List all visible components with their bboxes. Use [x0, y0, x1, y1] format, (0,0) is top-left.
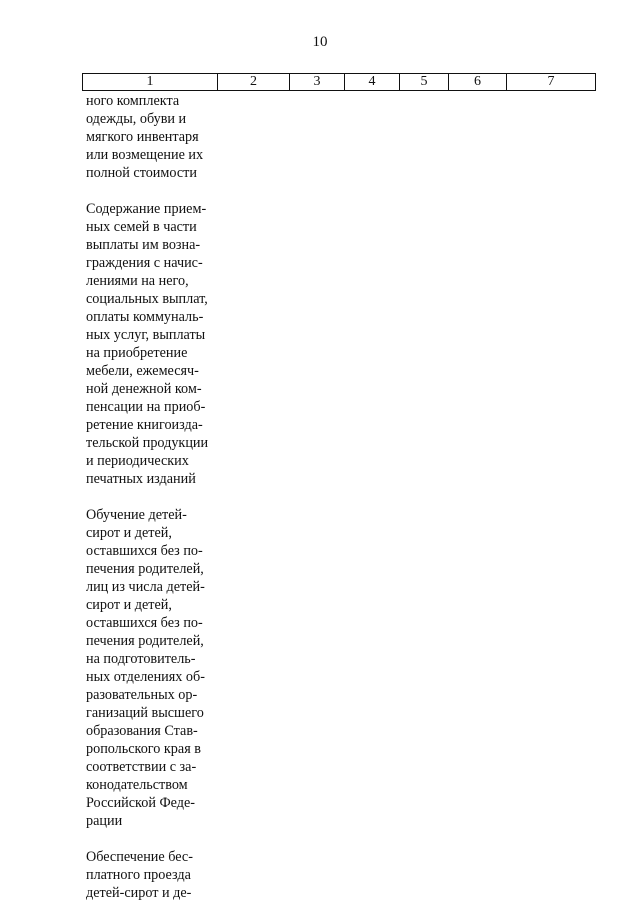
paragraph-line: печения родителей,	[86, 633, 204, 649]
expense-item-paragraph	[86, 848, 226, 902]
paragraph-line: образования Став-	[86, 723, 198, 739]
table-header-row	[83, 74, 596, 91]
paragraph-line: на подготовитель-	[86, 651, 196, 667]
column-number-7: 7	[507, 74, 596, 91]
paragraph-line: ганизаций высшего	[86, 705, 204, 721]
paragraph-line: ного комплекта	[86, 93, 180, 109]
paragraph-line: оставшихся без по-	[86, 615, 203, 631]
paragraph-line: оставшихся без по-	[86, 543, 203, 559]
paragraph-line: пенсации на приоб-	[86, 399, 206, 415]
paragraph-line: конодательством	[86, 777, 188, 793]
paragraph-line: Российской Феде-	[86, 795, 196, 811]
paragraph-line: и периодических	[86, 453, 189, 469]
paragraph-line: ропольского края в	[86, 741, 201, 757]
paragraph-line: печатных изданий	[86, 471, 196, 487]
paragraph-line: Содержание прием-	[86, 201, 207, 217]
page-number: 10	[312, 34, 328, 50]
paragraph-line: сирот и детей,	[86, 525, 172, 541]
paragraph-line: детей-сирот и де-	[86, 885, 192, 901]
paragraph-line: одежды, обуви и	[86, 111, 187, 127]
paragraph-line: на приобретение	[86, 345, 188, 361]
paragraph-line: ной денежной ком-	[86, 381, 202, 397]
paragraph-line: сирот и детей,	[86, 597, 172, 613]
paragraph-line: рации	[86, 813, 123, 829]
paragraph-line: полной стоимости	[86, 165, 197, 181]
column-number-4: 4	[345, 74, 400, 91]
paragraph-line: лениями на него,	[86, 273, 189, 289]
paragraph-line: тельской продукции	[86, 435, 209, 451]
paragraph-line: печения родителей,	[86, 561, 204, 577]
paragraph-line: Обучение детей-	[86, 507, 187, 523]
paragraph-line: выплаты им возна-	[86, 237, 201, 253]
paragraph-line: мебели, ежемесяч-	[86, 363, 199, 379]
column-number-header-table	[82, 73, 596, 91]
paragraph-line: соответствии с за-	[86, 759, 197, 775]
column-number-5: 5	[400, 74, 449, 91]
column-number-3: 3	[290, 74, 345, 91]
paragraph-line: мягкого инвентаря	[86, 129, 199, 145]
expense-item-paragraph	[86, 92, 226, 182]
paragraph-line: ных услуг, выплаты	[86, 327, 206, 343]
paragraph-line: платного проезда	[86, 867, 191, 883]
paragraph-line: разовательных ор-	[86, 687, 198, 703]
column-number-1: 1	[83, 74, 218, 91]
column-number-2: 2	[218, 74, 290, 91]
expense-item-paragraph	[86, 200, 226, 488]
paragraph-line: лиц из числа детей-	[86, 579, 205, 595]
paragraph-line: Обеспечение бес-	[86, 849, 193, 865]
first-column-text	[86, 92, 226, 920]
paragraph-line: ретение книгоизда-	[86, 417, 203, 433]
paragraph-line: ных семей в части	[86, 219, 197, 235]
expense-item-paragraph	[86, 506, 226, 830]
paragraph-line: граждения с начис-	[86, 255, 203, 271]
paragraph-line: социальных выплат,	[86, 291, 208, 307]
column-number-6: 6	[449, 74, 507, 91]
paragraph-line: оплаты коммуналь-	[86, 309, 204, 325]
paragraph-line: или возмещение их	[86, 147, 204, 163]
paragraph-line: ных отделениях об-	[86, 669, 205, 685]
